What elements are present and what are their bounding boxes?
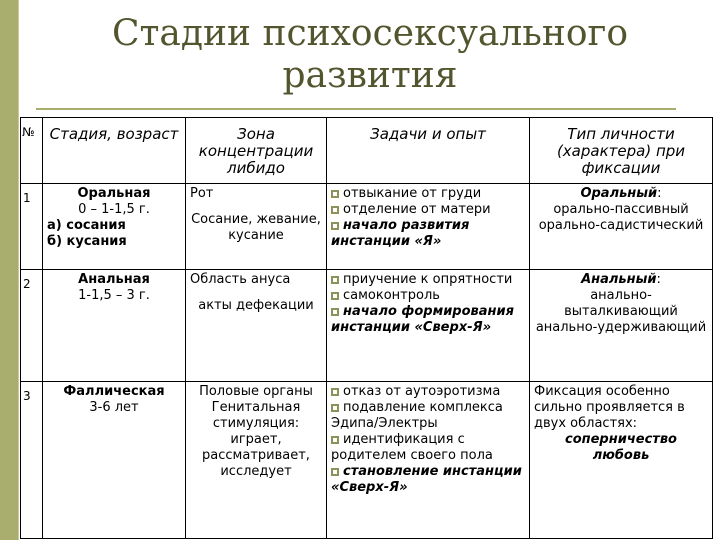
task-item: отвыкание от груди — [331, 186, 525, 202]
header-number: № — [21, 118, 43, 184]
type-title: Оральный: — [580, 186, 662, 201]
header-row — [21, 118, 713, 184]
bullet-icon — [331, 206, 339, 214]
bullet-icon — [331, 308, 339, 316]
header-type: Тип личности (характера) при фиксации — [530, 118, 713, 184]
bullet-icon — [331, 404, 339, 412]
bullet-icon — [331, 436, 339, 444]
zone-detail: Генитальная стимуляция: играет, рассматривает, исследует — [202, 400, 310, 479]
table-row — [21, 382, 713, 539]
bullet-icon — [331, 388, 339, 396]
header-tasks: Задачи и опыт — [327, 118, 530, 184]
title-underline — [36, 108, 676, 110]
type-emphasis: соперничество — [565, 432, 677, 447]
tasks-cell — [327, 270, 530, 382]
stage-name: Анальная — [78, 272, 150, 287]
zone-top: Половые органы — [199, 384, 313, 399]
stage-cell — [43, 184, 186, 270]
stage-cell — [43, 270, 186, 382]
table-row — [21, 184, 713, 270]
type-title: Анальный: — [581, 272, 661, 287]
row-number: 3 — [21, 382, 43, 539]
header-stage: Стадия, возраст — [43, 118, 186, 184]
zone-cell — [186, 270, 327, 382]
type-line: анально-удерживающий — [535, 320, 707, 335]
task-item: становление инстанции «Сверх-Я» — [331, 464, 522, 495]
bullet-icon — [331, 276, 339, 284]
left-accent-line — [18, 0, 19, 540]
tasks-cell — [327, 382, 530, 539]
stage-age: 3-6 лет — [89, 400, 139, 415]
zone-detail: акты дефекации — [198, 298, 314, 313]
stage-cell — [43, 382, 186, 539]
type-line: орально-садистический — [538, 218, 704, 233]
header-zone: Зона концентрации либидо — [186, 118, 327, 184]
task-item: отделение от матери — [331, 202, 525, 218]
zone-top: Рот — [190, 186, 214, 201]
row-number: 2 — [21, 270, 43, 382]
bullet-icon — [331, 468, 339, 476]
bullet-icon — [331, 222, 339, 230]
stage-age: 1-1,5 – 3 г. — [78, 288, 150, 303]
slide-title-line-1: Стадии психосексуального — [111, 13, 629, 54]
stage-substage: а) сосания — [47, 218, 126, 233]
type-line: орально-пассивный — [553, 202, 689, 217]
type-emphasis: любовь — [592, 448, 650, 463]
stage-name: Оральная — [77, 186, 151, 201]
zone-cell — [186, 184, 327, 270]
zone-cell — [186, 382, 327, 539]
stages-table — [20, 117, 713, 539]
type-cell — [530, 382, 713, 539]
task-item: начало формирования инстанции «Сверх-Я» — [331, 304, 514, 335]
table-row — [21, 270, 713, 382]
task-item: отказ от аутоэротизма — [331, 384, 525, 400]
bullet-icon — [331, 292, 339, 300]
zone-detail: Сосание, жевание, кусание — [191, 212, 321, 243]
task-item: идентификация с родителем своего пола — [331, 432, 493, 463]
task-item: самоконтроль — [331, 288, 525, 304]
zone-top: Область ануса — [190, 272, 291, 287]
task-item: начало развития инстанции «Я» — [331, 218, 470, 249]
row-number: 1 — [21, 184, 43, 270]
tasks-cell — [327, 184, 530, 270]
stage-substage: б) кусания — [47, 234, 127, 249]
type-text: Фиксация особенно сильно проявляется в двух областях: — [534, 384, 685, 431]
type-cell — [530, 184, 713, 270]
left-accent-bar — [0, 0, 18, 540]
bullet-icon — [331, 190, 339, 198]
stage-name: Фаллическая — [63, 384, 165, 399]
type-line: анально-выталкивающий — [564, 288, 678, 319]
task-item: приучение к опрятности — [331, 272, 525, 288]
type-cell — [530, 270, 713, 382]
task-item: подавление комплекса Эдипа/Электры — [331, 400, 503, 431]
slide-title-line-2: развития — [282, 55, 458, 96]
stage-age: 0 – 1-1,5 г. — [78, 202, 150, 217]
